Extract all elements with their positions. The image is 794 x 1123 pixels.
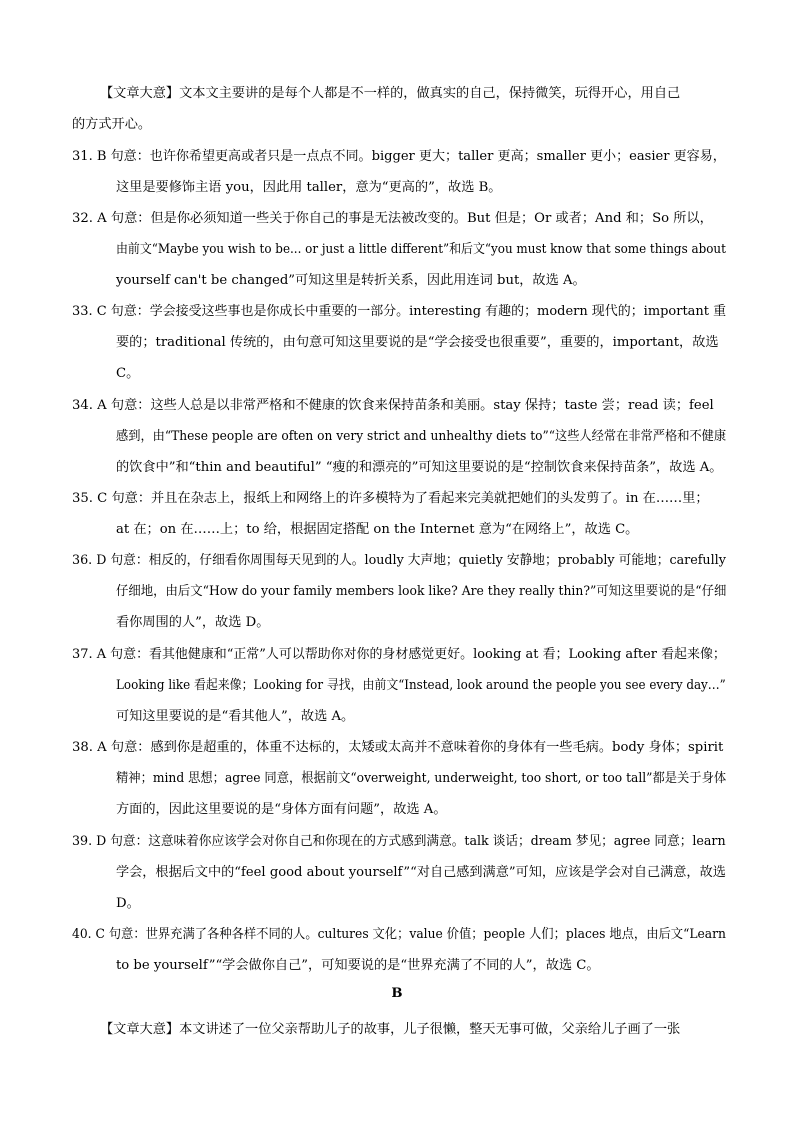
answer-37: 37. A 句意：看其他健康和“正常”人可以帮助你对你的身材感觉更好。looking at 看；Looking after 看起来像；	[72, 647, 726, 662]
summary-paragraph-line: 【文章大意】文本文主要讲的是每个人都是不一样的，做真实的自己，保持微笑，玩得开心，用自己	[100, 86, 681, 101]
answer-40: 40. C 句意：世界充满了各种各样不同的人。cultures 文化；value 价值；people 人们；places 地点，由后文“Learn	[72, 927, 726, 942]
answer-39: 39. D 句意：这意味着你应该学会对你自己和你现在的方式感到满意。talk 谈话；dream 梦见；agree 同意；learn	[72, 834, 726, 849]
answer-34-cont: 的饮食中”和“thin and beautiful” “瘦的和漂亮的”可知这里要说的是“控制饮食来保持苗条”，故选 A。	[116, 460, 723, 475]
answer-40-cont: to be yourself”“学会做你自己”，可知要说的是“世界充满了不同的人”，故选 C。	[116, 958, 600, 973]
answer-32: 32. A 句意：但是你必须知道一些关于你自己的事是无法被改变的。But 但是；Or 或者；And 和；So 所以，	[72, 211, 713, 226]
answer-31-cont: 这里是要修饰主语 you，因此用 taller，意为“更高的”，故选 B。	[116, 180, 502, 195]
section-heading-b: B	[391, 986, 403, 1001]
answer-37-cont: 可知这里要说的是“看其他人”，故选 A。	[116, 709, 355, 724]
answer-34-cont: 感到，由“These people are often on very strict and unhealthy diets to”“这些人经常在非常严格和不健康	[116, 429, 727, 444]
answer-37-cont: Looking like 看起来像；Looking for 寻找，由前文“Instead, look around the people you see every day…”	[116, 678, 726, 693]
answer-36-cont: 看你周围的人”，故选 D。	[116, 615, 270, 630]
answer-33-cont: C。	[116, 366, 140, 381]
answer-33: 33. C 句意：学会接受这些事也是你成长中重要的一部分。interesting 有趣的；modern 现代的；important 重	[72, 304, 727, 319]
summary-paragraph-line: 的方式开心。	[72, 117, 152, 132]
answer-35-cont: at 在；on 在……上；to 给，根据固定搭配 on the Internet 意为“在网络上”，故选 C。	[116, 522, 639, 537]
answer-32-cont: yourself can't be changed”可知这里是转折关系，因此用连词 but，故选 A。	[116, 273, 586, 288]
answer-36: 36. D 句意：相反的，仔细看你周围每天见到的人。loudly 大声地；quietly 安静地；probably 可能地；carefully	[72, 553, 726, 568]
answer-39-cont: D。	[116, 896, 140, 911]
answer-32-cont: 由前文“Maybe you wish to be... or just a little different”和后文“you must know that some things about	[116, 242, 726, 257]
answer-31: 31. B 句意：也许你希望更高或者只是一点点不同。bigger 更大；taller 更高；smaller 更小；easier 更容易，	[72, 149, 726, 164]
answer-38-cont: 方面的，因此这里要说的是“身体方面有问题”，故选 A。	[116, 802, 447, 817]
summary-paragraph-b-line: 【文章大意】本文讲述了一位父亲帮助儿子的故事，儿子很懒，整天无事可做，父亲给儿子画了一张	[100, 1022, 681, 1037]
answer-38-cont: 精神；mind 思想；agree 同意，根据前文“overweight, underweight, too short, or too tall”都是关于身体	[116, 771, 727, 786]
answer-36-cont: 仔细地，由后文“How do your family members look like? Are they really thin?”可知这里要说的是“仔细	[116, 584, 727, 599]
answer-33-cont: 要的；traditional 传统的，由句意可知这里要说的是“学会接受也很重要”，重要的，important，故选	[116, 335, 719, 350]
answer-38: 38. A 句意：感到你是超重的，体重不达标的，太矮或太高并不意味着你的身体有一些毛病。body 身体；spirit	[72, 740, 724, 755]
answer-34: 34. A 句意：这些人总是以非常严格和不健康的饮食来保持苗条和美丽。stay 保持；taste 尝；read 读；feel	[72, 398, 714, 413]
answer-39-cont: 学会，根据后文中的“feel good about yourself”“对自己感到满意”可知，应该是学会对自己满意，故选	[116, 865, 726, 880]
answer-35: 35. C 句意：并且在杂志上，报纸上和网络上的许多模特为了看起来完美就把她们的头发剪了。in 在……里；	[72, 491, 709, 506]
